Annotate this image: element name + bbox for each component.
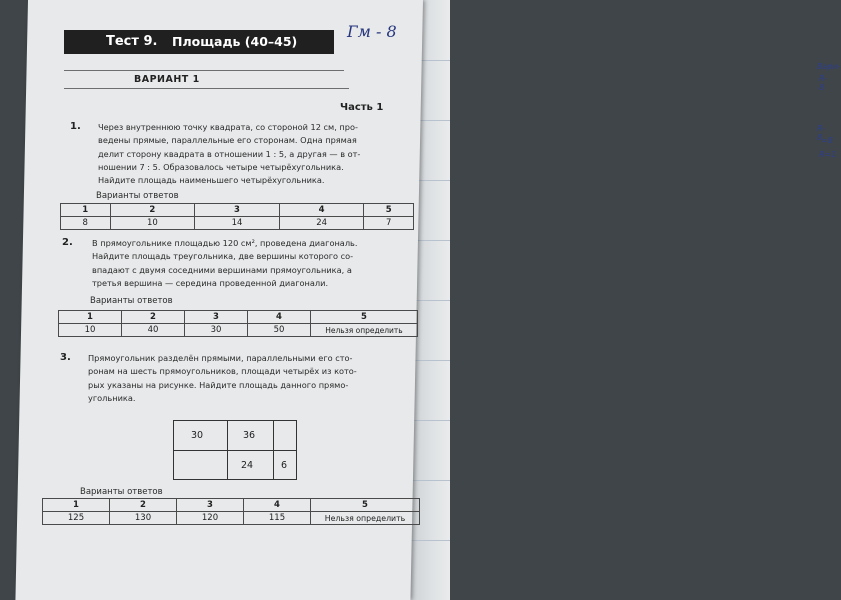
- answer-header: 4: [279, 204, 364, 217]
- side-note: =8: [821, 136, 833, 145]
- answer-value: 115: [244, 512, 311, 525]
- answer-value: 14: [195, 217, 280, 230]
- answer-value: 30: [185, 324, 248, 337]
- area-label: 30: [191, 430, 204, 441]
- divider: [64, 70, 344, 71]
- answer-header: 3: [195, 204, 280, 217]
- problem-text: В прямоугольнике площадью 120 см², проведена диагональ. Найдите площадь треугольника, две вершины которого со- впадают с двумя соседними вершинами прямоугольника, а третья вершина — середина проведенной диагонали.: [92, 238, 358, 288]
- answers-table: [58, 310, 418, 337]
- side-note: R=1: [819, 150, 837, 159]
- side-note: Вари-: [817, 62, 841, 71]
- test-topic: Площадь (40–45): [172, 34, 298, 49]
- answer-header: 5: [311, 499, 420, 512]
- answer-value: 7: [364, 217, 414, 230]
- side-note: R-8: [819, 74, 828, 92]
- answer-value: 24: [279, 217, 364, 230]
- answers-label: Варианты ответов: [96, 191, 179, 201]
- answers-table: [42, 498, 420, 525]
- answer-value: Нельзя определить: [311, 512, 420, 525]
- area-label: 36: [243, 430, 256, 441]
- test-page: [15, 0, 423, 600]
- answer-header: 4: [244, 499, 311, 512]
- answer-header: 3: [185, 311, 248, 324]
- answer-header: 2: [122, 311, 185, 324]
- answer-header: 1: [61, 204, 111, 217]
- area-diagram: [173, 420, 297, 480]
- problem-number: 3.: [60, 352, 71, 363]
- test-number: Тест 9.: [106, 34, 158, 49]
- side-note: R-8: [817, 124, 826, 142]
- answer-value: 120: [177, 512, 244, 525]
- answer-header: 2: [110, 204, 195, 217]
- area-label: 6: [281, 460, 288, 471]
- test-header: [64, 30, 334, 54]
- answers-label: Варианты ответов: [80, 487, 163, 497]
- problem-number: 2.: [62, 237, 73, 248]
- part-title: Часть 1: [340, 102, 384, 113]
- answer-header: 4: [248, 311, 311, 324]
- area-label: 24: [241, 460, 254, 471]
- answer-header: 2: [110, 499, 177, 512]
- problem-text: Через внутреннюю точку квадрата, со стороной 12 см, про- ведены прямые, параллельные его сторонам. Одна прямая делит сторону квадрата в отношении 1 : 5, а другая — в от- ношении 7 : 5. Образовалось четыре четырёхугольника. Найдите площадь наименьшего четырёхугольника.: [98, 122, 361, 186]
- divider: [64, 88, 349, 89]
- answer-value: 10: [110, 217, 195, 230]
- handwritten-note: Гм - 8: [347, 22, 397, 41]
- answer-value: 50: [248, 324, 311, 337]
- answer-header: 3: [177, 499, 244, 512]
- answer-value: 125: [43, 512, 110, 525]
- answer-value: 130: [110, 512, 177, 525]
- answer-header: 5: [364, 204, 414, 217]
- variant-title: ВАРИАНТ 1: [134, 74, 200, 85]
- answer-value: 8: [61, 217, 111, 230]
- answers-table: [60, 203, 414, 230]
- answer-value: Нельзя определить: [311, 324, 418, 337]
- answer-value: 40: [122, 324, 185, 337]
- problem-text: Прямоугольник разделён прямыми, параллельными его сто- ронам на шесть прямоугольников, площади четырёх из кото- рых указаны на рисунке. Найдите площадь данного прямо- угольника.: [88, 353, 357, 403]
- answer-header: 1: [43, 499, 110, 512]
- answer-header: 1: [59, 311, 122, 324]
- answers-label: Варианты ответов: [90, 296, 173, 306]
- problem-number: 1.: [70, 121, 81, 132]
- answer-header: 5: [311, 311, 418, 324]
- answer-value: 10: [59, 324, 122, 337]
